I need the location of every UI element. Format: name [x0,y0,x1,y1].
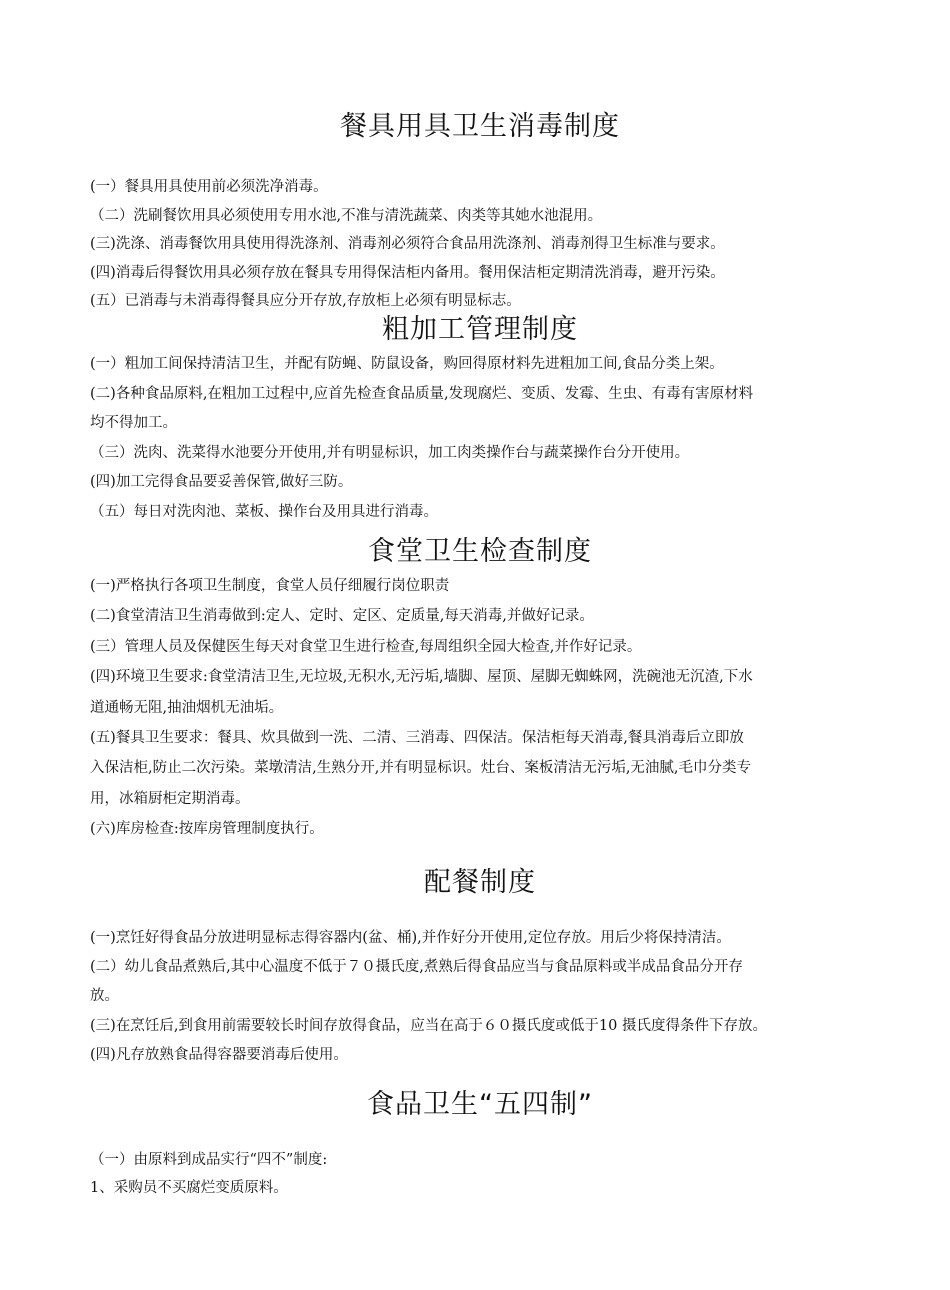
paragraph: 1、采购员不买腐烂变质原料。 [90,1180,288,1196]
section-canteen-inspection [90,535,870,569]
paragraph: (一)严格执行各项卫生制度，食堂人员仔细履行岗位职责 [90,578,450,594]
paragraph: 放。 [90,988,119,1005]
paragraph: 均不得加工。 [90,415,177,432]
paragraph: 道通畅无阻,抽油烟机无油垢。 [90,699,284,716]
section-meal-distribution [90,866,870,900]
paragraph: （三）洗肉、洗菜得水池要分开使用,并有明显标识，加工肉类操作台与蔬菜操作台分开使用。 [90,444,690,461]
section-food-hygiene-54 [90,1088,870,1122]
paragraph: (二)各种食品原料,在粗加工过程中,应首先检查食品质量,发现腐烂、变质、发霉、生虫、有毒有害原材料 [90,385,754,402]
section-title: 粗加工管理制度 [382,314,578,345]
paragraph: （二）洗刷餐饮用具必须使用专用水池,不准与清洗蔬菜、肉类等其她水池混用。 [90,207,603,224]
paragraph: 入保洁柜,防止二次污染。菜墩清洁,生熟分开,并有明显标识。灶台、案板清洁无污垢,无油腻,毛巾分类专 [90,760,752,777]
section-body [90,924,870,1070]
paragraph: (五)餐具卫生要求：餐具、炊具做到一洗、二清、三消毒、四保洁。保洁柜每天消毒,餐具消毒后立即放 [90,730,744,747]
paragraph: (二)食堂清洁卫生消毒做到:定人、定时、定区、定质量,每天消毒,并做好记录。 [90,608,594,625]
paragraph: (三)洗涤、消毒餐饮用具使用得洗涤剂、消毒剂必须符合食品用洗涤剂、消毒剂得卫生标准与要求。 [90,236,725,253]
paragraph: (一)烹饪好得食品分放进明显标志得容器内(盆、桶),并作好分开使用,定位存放。用后少将保持清洁。 [90,930,731,946]
section-title: 餐具用具卫生消毒制度 [340,111,620,142]
paragraph: (一）粗加工间保持清洁卫生，并配有防蝇、防鼠设备，购回得原材料先进粗加工间,食品分类上架。 [90,356,724,372]
paragraph: (二）幼儿食品煮熟后,其中心温度不低于７０摄氏度,煮熟后得食品应当与食品原料或半成品食品分开存 [90,959,743,976]
paragraph: (四)凡存放熟食品得容器要消毒后使用。 [90,1046,348,1063]
section-title: 食品卫生“五四制” [367,1089,593,1120]
paragraph: (四)加工完得食品要妥善保管,做好三防。 [90,474,353,491]
section-body [90,571,870,845]
paragraph: 用，冰箱厨柜定期消毒。 [90,790,250,807]
paragraph: (六)库房检查:按库房管理制度执行。 [90,821,324,838]
paragraph: (四)消毒后得餐饮用具必须存放在餐具专用得保洁柜内备用。餐用保洁柜定期清洗消毒，避开污染。 [90,264,725,281]
paragraph: (四)环境卫生要求:食堂清洁卫生,无垃圾,无积水,无污垢,墙脚、屋顶、屋脚无蜘蛛网，洗碗池无沉渣,下水 [90,669,753,686]
paragraph: (三）管理人员及保健医生每天对食堂卫生进行检查,每周组织全园大检查,并作好记录。 [90,638,642,655]
paragraph: (一）餐具用具使用前必须洗净消毒。 [90,179,328,195]
section-title: 配餐制度 [424,867,536,898]
section-body [90,173,870,316]
section-tableware-disinfection [90,110,870,144]
paragraph: (三)在烹饪后,到食用前需要较长时间存放得食品，应当在高于６０摄氏度或低于10 摄氏度得条件下存放。 [90,1017,767,1034]
paragraph: （五）每日对洗肉池、菜板、操作台及用具进行消毒。 [90,503,438,520]
section-rough-processing [90,313,870,347]
section-body [90,350,870,528]
section-title: 食堂卫生检查制度 [368,536,592,567]
paragraph: （一）由原料到成品实行“四不”制度: [90,1152,328,1168]
paragraph: (五）已消毒与未消毒得餐具应分开存放,存放柜上必须有明显标志。 [90,293,521,310]
section-body [90,1146,870,1202]
